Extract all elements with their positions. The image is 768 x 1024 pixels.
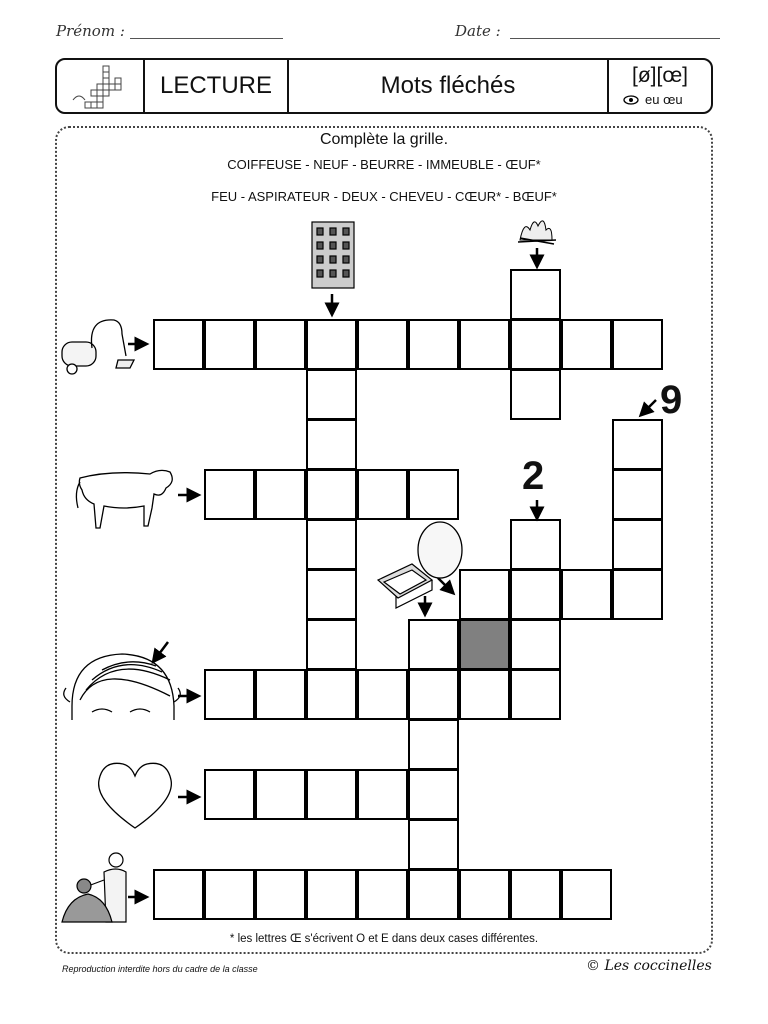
copyright-note: Reproduction interdite hors du cadre de la classe — [62, 964, 258, 974]
date-label: Date : — [455, 22, 501, 40]
arrow-diagonal-icon — [156, 642, 168, 658]
instruction-title: Complète la grille. — [319, 131, 449, 148]
worksheet-title: Mots fléchés — [380, 72, 516, 99]
footnote: * les lettres Œ s'écrivent O et E dans deux cases différentes. — [229, 933, 539, 945]
egg-icon — [418, 522, 462, 578]
fire-icon — [518, 221, 556, 244]
word-list-line-2: FEU - ASPIRATEUR - DEUX - CHEVEU - CŒUR* - BŒUF* — [211, 189, 557, 204]
phoneme-label: [ø][œ] — [632, 64, 688, 87]
hair-icon — [64, 654, 181, 720]
spelling-label: eu œu — [645, 92, 683, 107]
prenom-label: Prénom : — [56, 22, 125, 40]
building-icon — [312, 222, 354, 288]
arrow-diagonal-icon — [438, 578, 450, 590]
arrow-diagonal-icon — [644, 400, 656, 412]
brand-logo: © Les coccinelles — [586, 958, 712, 974]
vacuum-cleaner-icon — [62, 320, 134, 374]
cow-icon — [76, 470, 172, 528]
hairdresser-icon — [62, 853, 126, 922]
clue-number-two: 2 — [522, 454, 545, 498]
heart-icon — [99, 763, 172, 828]
word-list-line-1: COIFFEUSE - NEUF - BEURRE - IMMEUBLE - ŒUF* — [227, 157, 541, 172]
clue-number-nine: 9 — [660, 378, 683, 422]
subject-label: LECTURE — [159, 72, 273, 99]
